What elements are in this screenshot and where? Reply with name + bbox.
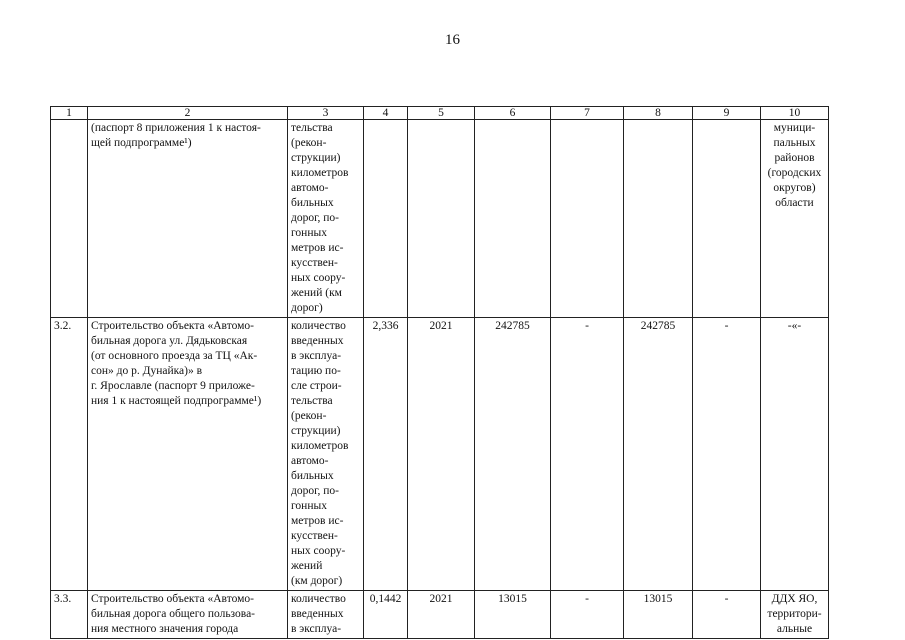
cell-text-line: гонных (291, 500, 327, 512)
cell-text-line: метров ис- (291, 242, 344, 254)
table-row (51, 591, 829, 639)
total-cell (475, 120, 551, 318)
cell-text-line: тельства (291, 122, 333, 134)
cell-text-line: Строительство объекта «Автомо- (91, 593, 254, 605)
column-header: 9 (693, 107, 761, 120)
column-header: 4 (364, 107, 408, 120)
column-header: 7 (551, 107, 624, 120)
cell-text-line: жений (291, 560, 323, 572)
column-9-cell: - (693, 318, 761, 591)
table-row (51, 120, 829, 318)
object-name-cell (88, 591, 288, 639)
cell-text-line: -«- (787, 320, 802, 332)
year-cell: 2021 (408, 318, 475, 591)
cell-text-line: округов) (773, 182, 816, 194)
cell-text-line: кусствен- (291, 257, 338, 269)
cell-text-line: километров (291, 167, 349, 179)
cell-text-line: бильная дорога ул. Дядьковская (91, 335, 248, 347)
indicator-cell (288, 591, 364, 639)
cell-text-line: (от основного проезда за ТЦ «Ак- (91, 350, 258, 362)
value-cell (364, 120, 408, 318)
cell-text-line: введенных (291, 335, 344, 347)
cell-text-line: (паспорт 8 приложения 1 к настоя- (91, 122, 261, 134)
column-8-cell (624, 120, 693, 318)
year-cell (408, 120, 475, 318)
cell-text-line: бильная дорога общего пользова- (91, 608, 255, 620)
cell-text-line: метров ис- (291, 515, 344, 527)
cell-text-line: пальных (773, 137, 816, 149)
cell-text-line: ных соору- (291, 545, 346, 557)
object-name-cell (88, 120, 288, 318)
executor-cell (761, 318, 829, 591)
column-header: 5 (408, 107, 475, 120)
cell-text-line: ных соору- (291, 272, 346, 284)
table-header-row (51, 107, 829, 120)
cell-text-line: струкции) (291, 152, 341, 164)
column-9-cell (693, 120, 761, 318)
cell-text-line: струкции) (291, 425, 341, 437)
total-cell: 13015 (475, 591, 551, 639)
cell-text-line: щей подпрограмме¹) (91, 137, 192, 149)
cell-text-line: дорог) (291, 302, 323, 314)
cell-text-line: в эксплуа- (291, 350, 342, 362)
cell-text-line: альные (776, 623, 813, 635)
cell-text-line: гонных (291, 227, 327, 239)
cell-text-line: кусствен- (291, 530, 338, 542)
row-number-cell (51, 120, 88, 318)
column-header: 2 (88, 107, 288, 120)
program-table (50, 106, 829, 639)
column-8-cell: 13015 (624, 591, 693, 639)
column-7-cell: - (551, 318, 624, 591)
cell-text-line: введенных (291, 608, 344, 620)
page-number: 16 (445, 32, 460, 48)
cell-text-line: количество (291, 593, 346, 605)
year-cell: 2021 (408, 591, 475, 639)
cell-text-line: муници- (773, 122, 816, 134)
cell-text-line: сле строи- (291, 380, 342, 392)
cell-text-line: г. Ярославле (паспорт 9 приложе- (91, 380, 255, 392)
cell-text-line: (рекон- (291, 410, 327, 422)
cell-text-line: (городских (767, 167, 822, 179)
column-header: 1 (51, 107, 88, 120)
cell-text-line: автомо- (291, 455, 329, 467)
cell-text-line: ния местного значения города (91, 623, 239, 635)
executor-cell (761, 120, 829, 318)
cell-text-line: в эксплуа- (291, 623, 342, 635)
cell-text-line: автомо- (291, 182, 329, 194)
cell-text-line: дорог, по- (291, 485, 340, 497)
cell-text-line: бильных (291, 470, 334, 482)
indicator-cell (288, 318, 364, 591)
column-7-cell (551, 120, 624, 318)
row-number-cell: 3.3. (51, 591, 88, 639)
cell-text-line: тельства (291, 395, 333, 407)
cell-text-line: бильных (291, 197, 334, 209)
column-header: 8 (624, 107, 693, 120)
cell-text-line: Строительство объекта «Автомо- (91, 320, 254, 332)
cell-text-line: территори- (767, 608, 822, 620)
cell-text-line: жений (км (291, 287, 342, 299)
column-header: 3 (288, 107, 364, 120)
column-header: 6 (475, 107, 551, 120)
cell-text-line: ния 1 к настоящей подпрограмме¹) (91, 395, 262, 407)
cell-text-line: (рекон- (291, 137, 327, 149)
row-number-cell: 3.2. (51, 318, 88, 591)
table-row (51, 318, 829, 591)
value-cell: 2,336 (364, 318, 408, 591)
cell-text-line: области (775, 197, 814, 209)
column-9-cell: - (693, 591, 761, 639)
cell-text-line: количество (291, 320, 346, 332)
cell-text-line: сон» до р. Дунайка)» в (91, 365, 203, 377)
object-name-cell (88, 318, 288, 591)
cell-text-line: (км дорог) (291, 575, 343, 587)
column-8-cell: 242785 (624, 318, 693, 591)
executor-cell (761, 591, 829, 639)
cell-text-line: километров (291, 440, 349, 452)
value-cell: 0,1442 (364, 591, 408, 639)
cell-text-line: ДДХ ЯО, (771, 593, 818, 605)
total-cell: 242785 (475, 318, 551, 591)
indicator-cell (288, 120, 364, 318)
column-7-cell: - (551, 591, 624, 639)
column-header: 10 (761, 107, 829, 120)
cell-text-line: дорог, по- (291, 212, 340, 224)
cell-text-line: районов (774, 152, 815, 164)
cell-text-line: тацию по- (291, 365, 341, 377)
